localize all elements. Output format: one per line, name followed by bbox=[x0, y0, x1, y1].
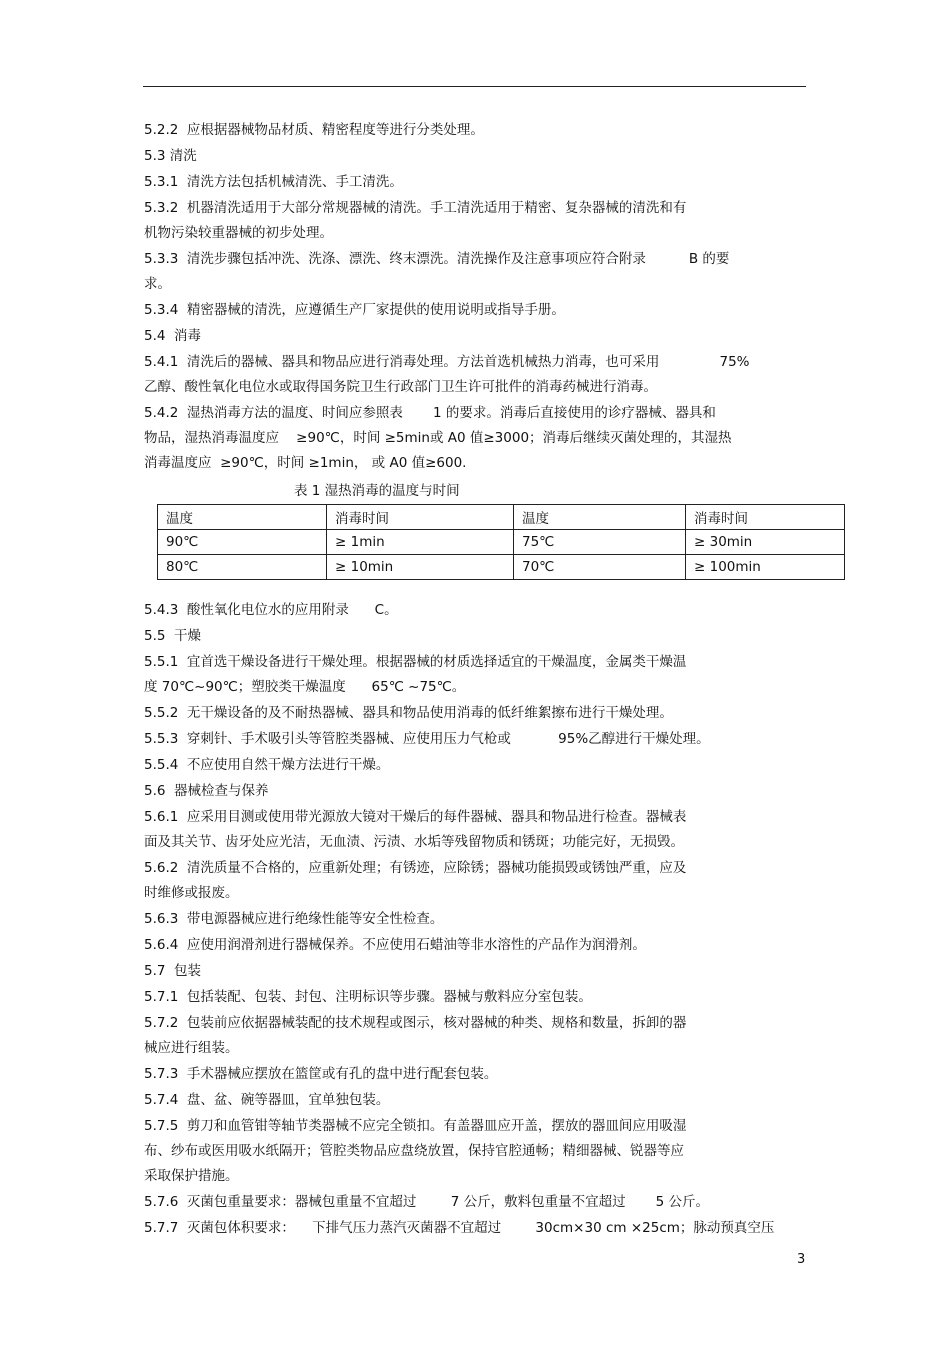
table-cell: 90℃ bbox=[158, 530, 327, 555]
paragraph: 5.4.1 清洗后的器械、器具和物品应进行消毒处理。方法首选机械热力消毒，也可采用 75% 乙醇、酸性氧化电位水或取得国务院卫生行政部门卫生许可批件的消毒药械进行消毒。 bbox=[144, 354, 750, 395]
table-header-cell: 温度 bbox=[158, 505, 327, 530]
paragraph: 5.7.6 灭菌包重量要求：器械包重量不宜超过 7 公斤，敷料包重量不宜超过 5 公斤。 bbox=[144, 1194, 710, 1210]
paragraph: 5.4.2 湿热消毒方法的温度、时间应参照表 1 的要求。消毒后直接使用的诊疗器械、器具和 物品，湿热消毒温度应 ≥90℃，时间 ≥5min或 A0 值≥3000；消毒后继续灭菌处理的，其湿热 消毒温度应 ≥90℃，时间 ≥1min， 或 A0 值≥600. bbox=[144, 405, 732, 471]
paragraph: 5.3.4 精密器械的清洗，应遵循生产厂家提供的使用说明或指导手册。 bbox=[144, 302, 565, 318]
table-cell: ≥ 30min bbox=[686, 530, 845, 555]
paragraph: 5.2.2 应根据器械物品材质、精密程度等进行分类处理。 bbox=[144, 122, 484, 138]
table-cell: 75℃ bbox=[514, 530, 686, 555]
table-cell: ≥ 10min bbox=[327, 555, 514, 580]
table-header-cell: 消毒时间 bbox=[327, 505, 514, 530]
section-heading: 5.3 清洗 bbox=[144, 148, 197, 164]
table-cell: 70℃ bbox=[514, 555, 686, 580]
paragraph: 5.6.4 应使用润滑剂进行器械保养。不应使用石蜡油等非水溶性的产品作为润滑剂。 bbox=[144, 937, 646, 953]
paragraph: 5.7.1 包括装配、包装、封包、注明标识等步骤。器械与敷料应分室包装。 bbox=[144, 989, 592, 1005]
table-caption: 表 1 湿热消毒的温度与时间 bbox=[294, 483, 460, 499]
paragraph: 5.5.1 宜首选干燥设备进行干燥处理。根据器械的材质选择适宜的干燥温度，金属类干燥温 度 70℃~90℃；塑胶类干燥温度 65℃ ~75℃。 bbox=[144, 654, 687, 695]
paragraph: 5.6.1 应采用目测或使用带光源放大镜对干燥后的每件器械、器具和物品进行检查。器械表 面及其关节、齿牙处应光洁，无血渍、污渍、水垢等残留物质和锈斑；功能完好，无损毁。 bbox=[144, 809, 687, 850]
disinfection-table bbox=[157, 504, 845, 580]
page-content bbox=[144, 118, 808, 1242]
paragraph: 5.7.7 灭菌包体积要求： 下排气压力蒸汽灭菌器不宜超过 30cm×30 cm ×25cm；脉动预真空压 bbox=[144, 1220, 775, 1236]
paragraphs-before-table bbox=[144, 118, 808, 476]
page-number: 3 bbox=[797, 1252, 806, 1267]
paragraph: 5.5.4 不应使用自然干燥方法进行干燥。 bbox=[144, 757, 390, 773]
table-cell: ≥ 100min bbox=[686, 555, 845, 580]
paragraph: 5.7.5 剪刀和血管钳等轴节类器械不应完全锁扣。有盖器皿应开盖，摆放的器皿间应用吸湿 布、纱布或医用吸水纸隔开；管腔类物品应盘绕放置，保持官腔通畅；精细器械、锐器等应 采取保护措施。 bbox=[144, 1118, 687, 1184]
paragraph: 5.5.3 穿刺针、手术吸引头等管腔类器械、应使用压力气枪或 95%乙醇进行干燥处理。 bbox=[144, 731, 710, 747]
table-header-cell: 消毒时间 bbox=[686, 505, 845, 530]
section-heading: 5.6 器械检查与保养 bbox=[144, 783, 269, 799]
table-cell: 80℃ bbox=[158, 555, 327, 580]
paragraph: 5.3.1 清洗方法包括机械清洗、手工清洗。 bbox=[144, 174, 403, 190]
paragraph: 5.7.3 手术器械应摆放在篮筐或有孔的盘中进行配套包装。 bbox=[144, 1066, 498, 1082]
paragraph: 5.5.2 无干燥设备的及不耐热器械、器具和物品使用消毒的低纤维絮擦布进行干燥处理。 bbox=[144, 705, 673, 721]
section-heading: 5.4 消毒 bbox=[144, 328, 202, 344]
paragraph: 5.7.4 盘、盆、碗等器皿，宜单独包装。 bbox=[144, 1092, 390, 1108]
paragraph: 5.4.3 酸性氧化电位水的应用附录 C。 bbox=[144, 602, 398, 618]
header-rule bbox=[143, 86, 806, 87]
paragraph: 5.3.2 机器清洗适用于大部分常规器械的清洗。手工清洗适用于精密、复杂器械的清洗和有 机物污染较重器械的初步处理。 bbox=[144, 200, 687, 241]
table-header-cell: 温度 bbox=[514, 505, 686, 530]
paragraph: 5.7.2 包装前应依据器械装配的技术规程或图示，核对器械的种类、规格和数量，拆卸的器 械应进行组装。 bbox=[144, 1015, 687, 1056]
table-cell: ≥ 1min bbox=[327, 530, 514, 555]
section-heading: 5.5 干燥 bbox=[144, 628, 202, 644]
section-heading: 5.7 包装 bbox=[144, 963, 202, 979]
paragraph: 5.6.3 带电源器械应进行绝缘性能等安全性检查。 bbox=[144, 911, 444, 927]
paragraph: 5.3.3 清洗步骤包括冲洗、洗涤、漂洗、终末漂洗。清洗操作及注意事项应符合附录 B 的要 求。 bbox=[144, 251, 730, 292]
paragraph: 5.6.2 清洗质量不合格的，应重新处理；有锈迹，应除锈；器械功能损毁或锈蚀严重，应及 时维修或报废。 bbox=[144, 860, 687, 901]
table-row bbox=[158, 555, 845, 580]
table-header-row bbox=[158, 505, 845, 530]
paragraphs-after-table bbox=[144, 598, 808, 1241]
table-row bbox=[158, 530, 845, 555]
